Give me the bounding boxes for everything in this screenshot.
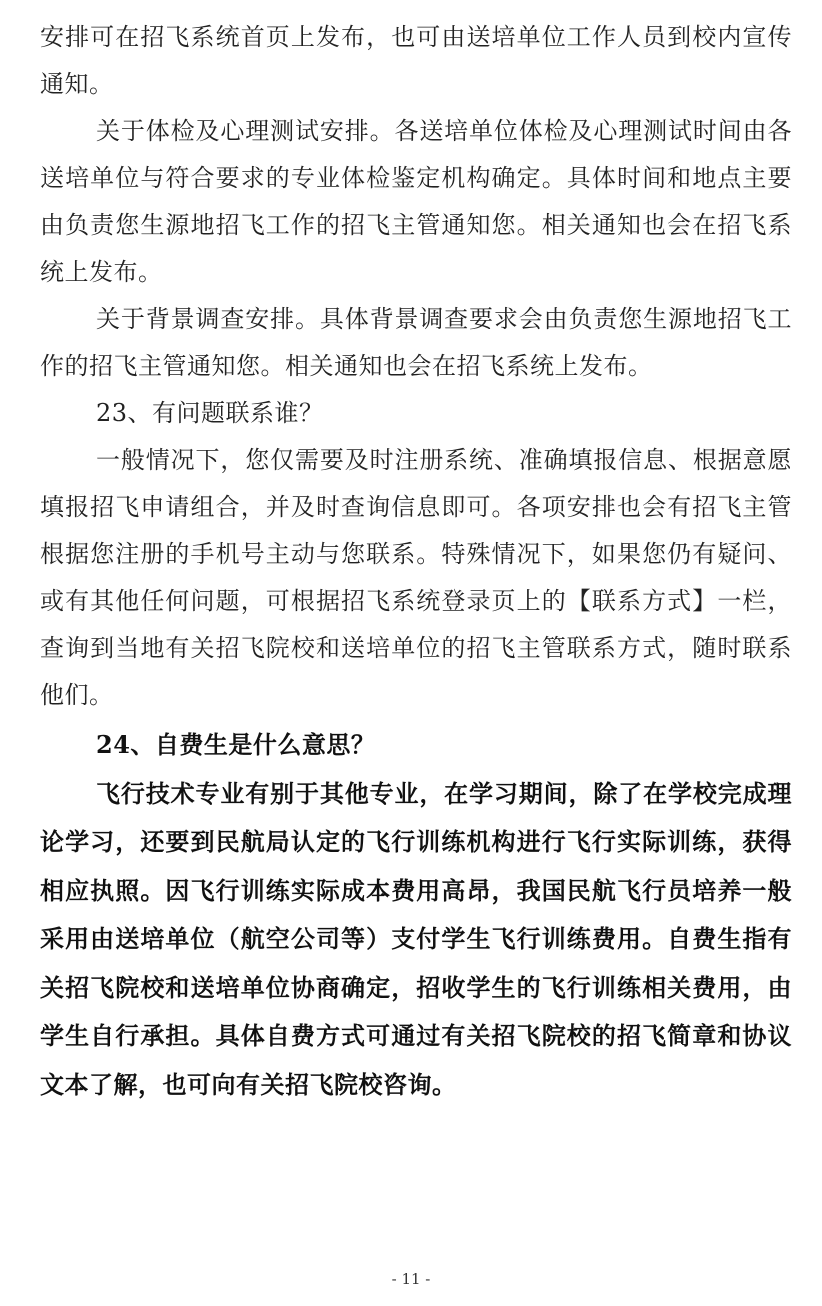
document-page xyxy=(40,14,792,1109)
paragraph-publish-arrangement: 安排可在招飞系统首页上发布，也可由送培单位工作人员到校内宣传通知。 xyxy=(40,23,792,98)
paragraph-medical-psych-test: 关于体检及心理测试安排。各送培单位体检及心理测试时间由各送培单位与符合要求的专业体检鉴定机构确定。具体时间和地点主要由负责您生源地招飞工作的招飞主管通知您。相关通知也会在招飞系统上发布。 xyxy=(40,117,792,286)
heading-question-23: 23、有问题联系谁？ xyxy=(96,399,324,427)
paragraph-contact-info: 一般情况下，您仅需要及时注册系统、准确填报信息、根据意愿填报招飞申请组合，并及时查询信息即可。各项安排也会有招飞主管根据您注册的手机号主动与您联系。特殊情况下，如果您仍有疑问、或有其他任何问题，可根据招飞系统登录页上的【联系方式】一栏，查询到当地有关招飞院校和送培单位的招飞主管联系方式，随时联系他们。 xyxy=(40,446,792,709)
paragraph-self-funded-students: 飞行技术专业有别于其他专业，在学习期间，除了在学校完成理论学习，还要到民航局认定的飞行训练机构进行飞行实际训练，获得相应执照。因飞行训练实际成本费用高昂，我国民航飞行员培养一般采用由送培单位（航空公司等）支付学生飞行训练费用。自费生指有关招飞院校和送培单位协商确定，招收学生的飞行训练相关费用，由学生自行承担。具体自费方式可通过有关招飞院校的招飞简章和协议文本了解，也可向有关招飞院校咨询。 xyxy=(40,778,792,1099)
page-number: - 11 - xyxy=(391,1270,431,1288)
heading-question-24: 24、自费生是什么意思？ xyxy=(96,730,376,759)
paragraph-background-check: 关于背景调查安排。具体背景调查要求会由负责您生源地招飞工作的招飞主管通知您。相关通知也会在招飞系统上发布。 xyxy=(40,305,792,380)
